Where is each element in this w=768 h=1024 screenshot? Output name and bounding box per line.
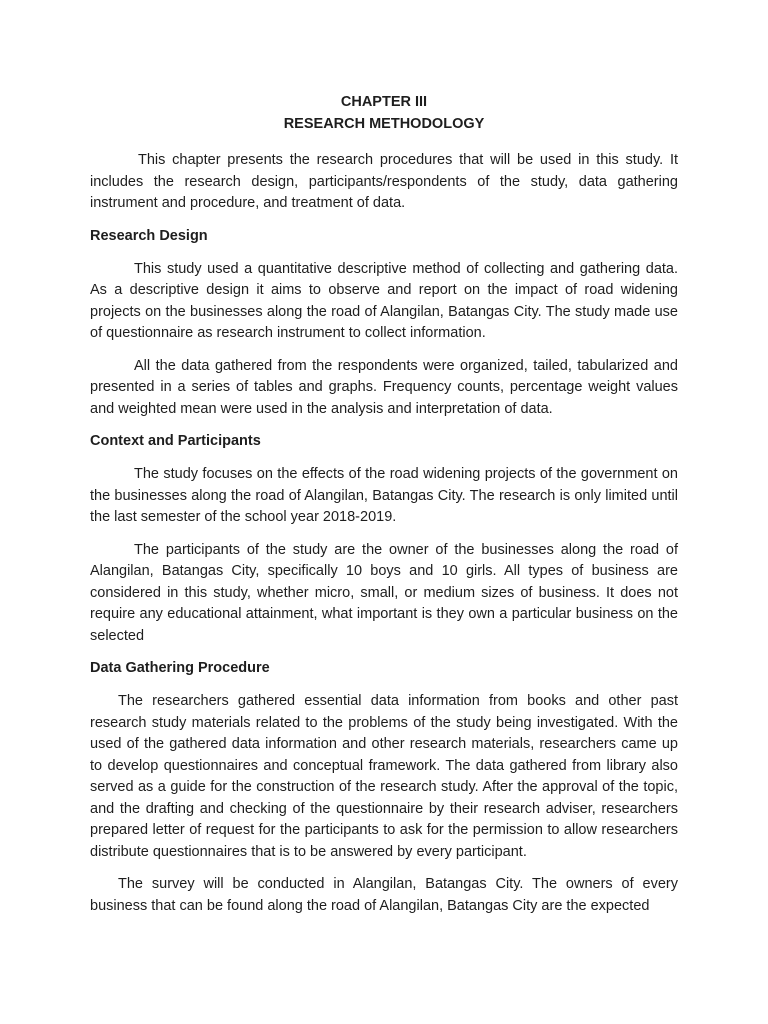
context-paragraph-1: The study focuses on the effects of the road widening projects of the government on the businesses along the road of Alangilan, Batangas City. The research is only limited until the last semester of the school year 2018-2019. [90, 466, 678, 525]
data-gathering-paragraph-2: The survey will be conducted in Alangilan, Batangas City. The owners of every business that can be found along the road of Alangilan, Batangas City are the expected [90, 876, 678, 914]
context-paragraph-2: The participants of the study are the owner of the businesses along the road of Alangilan, Batangas City, specifically 10 boys and 10 girls. All types of business are considered in this study, whether micro, small, or medium sizes of business. It does not require any educational attainment, what important is they own a particular business on the selected [90, 541, 678, 644]
data-gathering-heading: Data Gathering Procedure [90, 660, 270, 676]
data-gathering-paragraph-1: The researchers gathered essential data information from books and other past research study materials related to the problems of the study being investigated. With the used of the gathered data information and other research materials, researchers came up to develop questionnaires and conceptual framework. The data gathered from library also served as a guide for the construction of the research study. After the approval of the topic, and the drafting and checking of the questionnaire by their research adviser, researchers prepared letter of request for the participants to ask for the permission to allow researchers distribute questionnaires that is to be answered by every participant. [90, 693, 678, 860]
chapter-title: RESEARCH METHODOLOGY [283, 116, 485, 132]
research-design-paragraph-2: All the data gathered from the respondents were organized, tailed, tabularized and presented in a series of tables and graphs. Frequency counts, percentage weight values and weighted mean were used in the analysis and interpretation of data. [90, 357, 678, 417]
research-design-paragraph-1: This study used a quantitative descriptive method of collecting and gathering data. As a descriptive design it aims to observe and report on the impact of road widening projects on the businesses along the road of Alangilan, Batangas City. The study made use of questionnaire as research instrument to collect information. [90, 260, 678, 341]
research-design-heading: Research Design [90, 227, 208, 244]
context-heading: Context and Participants [90, 433, 261, 449]
chapter-heading [90, 91, 678, 135]
intro-paragraph: This chapter presents the research procedures that will be used in this study. It includes the research design, participants/respondents of the study, data gathering instrument and procedure, and treatment of data. [90, 152, 678, 211]
chapter-number: CHAPTER III [340, 94, 428, 110]
